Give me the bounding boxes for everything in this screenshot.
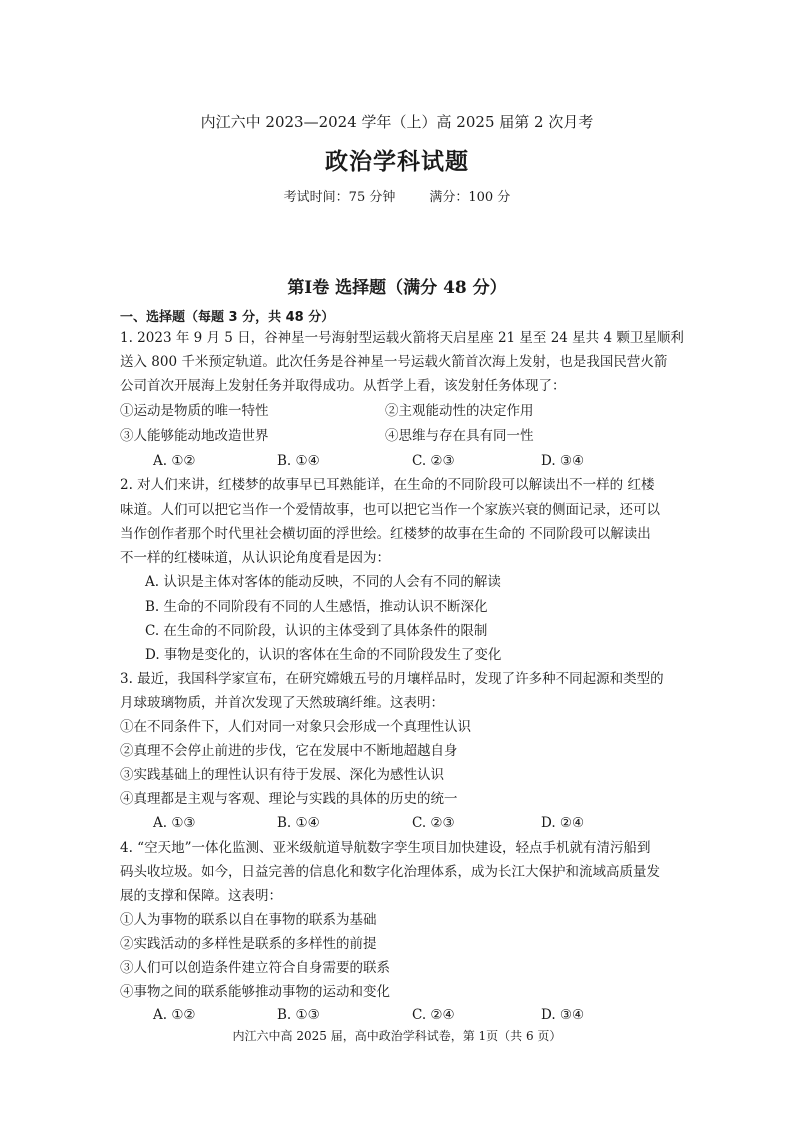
q3-option-a: A. ①③ — [153, 815, 196, 831]
q3-option-c: C. ②③ — [412, 815, 455, 831]
q2-stem-line: 味道。人们可以把它当作一个爱情故事，也可以把它当作一个家族兴衰的侧面记录，还可以 — [120, 502, 660, 518]
q1-option-a: A. ①② — [153, 453, 196, 469]
q1-option-c: C. ②③ — [412, 453, 455, 469]
q4-item: ④事物之间的联系能够推动事物的运动和变化 — [120, 984, 390, 1000]
page-footer: 内江六中高 2025 届，高中政治学科试卷，第 1页（共 6 页） — [232, 1029, 562, 1043]
exam-title: 政治学科试题 — [325, 148, 469, 175]
exam-header-line: 内江六中 2023—2024 学年（上）高 2025 届第 2 次月考 — [200, 113, 594, 131]
q4-stem-line: 码头收垃圾。如今，日益完善的信息化和数字化治理体系，成为长江大保护和流域高质量发 — [120, 864, 660, 880]
q4-item: ③人们可以创造条件建立符合自身需要的联系 — [120, 960, 390, 976]
q4-stem-line: 4. “空天地”一体化监测、亚米级航道导航数字孪生项目加快建设，轻点手机就有清污船到 — [120, 840, 651, 856]
q3-stem-line: 月球玻璃物质，并首次发现了天然玻璃纤维。这表明： — [120, 695, 444, 711]
q3-option-d: D. ②④ — [541, 815, 585, 831]
q3-item: ③实践基础上的理性认识有待于发展、深化为感性认识 — [120, 767, 444, 783]
q2-option-b: B. 生命的不同阶段有不同的人生感悟，推动认识不断深化 — [145, 599, 488, 615]
q4-option-b: B. ①③ — [277, 1007, 320, 1023]
q1-option-b: B. ①④ — [277, 453, 320, 469]
section-title: 第Ⅰ卷 选择题（满分 48 分） — [287, 278, 507, 298]
q4-item: ②实践活动的多样性是联系的多样性的前提 — [120, 936, 377, 952]
q2-option-d: D. 事物是变化的，认识的客体在生命的不同阶段发生了变化 — [145, 647, 502, 663]
q4-option-c: C. ②④ — [412, 1007, 455, 1023]
q4-option-d: D. ③④ — [541, 1007, 585, 1023]
q2-stem-line: 2. 对人们来讲，红楼梦的故事早已耳熟能详，在生命的不同阶段可以解读出不一样的 红楼 — [120, 477, 655, 493]
q2-option-a: A. 认识是主体对客体的能动反映，不同的人会有不同的解读 — [145, 574, 501, 590]
q1-item: ④思维与存在具有同一性 — [385, 428, 534, 444]
exam-score: 满分：100 分 — [429, 190, 511, 205]
exam-time: 考试时间：75 分钟 — [283, 190, 396, 205]
q3-stem-line: 3. 最近，我国科学家宣布，在研究嫦娥五号的月壤样品时，发现了许多种不同起源和类型的 — [120, 671, 664, 687]
q4-option-a: A. ①② — [153, 1007, 196, 1023]
q4-stem-line: 展的支撑和保障。这表明： — [120, 888, 282, 904]
q1-option-d: D. ③④ — [541, 453, 585, 469]
q1-stem-line: 1. 2023 年 9 月 5 日，谷神星一号海射型运载火箭将天启星座 21 星至 24 星共 4 颗卫星顺利 — [120, 330, 684, 346]
q3-option-b: B. ①④ — [277, 815, 320, 831]
q3-item: ①在不同条件下，人们对同一对象只会形成一个真理性认识 — [120, 719, 471, 735]
q2-option-c: C. 在生命的不同阶段，认识的主体受到了具体条件的限制 — [145, 623, 488, 639]
section-subtitle: 一、选择题（每题 3 分，共 48 分） — [120, 310, 335, 325]
q2-stem-line: 当作创作者那个时代里社会横切面的浮世绘。红楼梦的故事在生命的 不同阶段可以解读出 — [120, 526, 651, 542]
q3-item: ④真理都是主观与客观、理论与实践的具体的历史的统一 — [120, 791, 458, 807]
q1-item: ①运动是物质的唯一特性 — [120, 403, 269, 419]
exam-info — [0, 186, 794, 205]
q1-item: ②主观能动性的决定作用 — [385, 403, 534, 419]
q1-stem-line: 送入 800 千米预定轨道。此次任务是谷神星一号运载火箭首次海上发射，也是我国民营火箭 — [120, 354, 668, 370]
q3-item: ②真理不会停止前进的步伐，它在发展中不断地超越自身 — [120, 743, 458, 759]
q2-stem-line: 不一样的红楼味道，从认识论角度看是因为： — [120, 550, 390, 566]
q4-item: ①人为事物的联系以自在事物的联系为基础 — [120, 912, 377, 928]
q1-stem-line: 公司首次开展海上发射任务并取得成功。从哲学上看，该发射任务体现了： — [120, 378, 566, 394]
q1-item: ③人能够能动地改造世界 — [120, 428, 269, 444]
